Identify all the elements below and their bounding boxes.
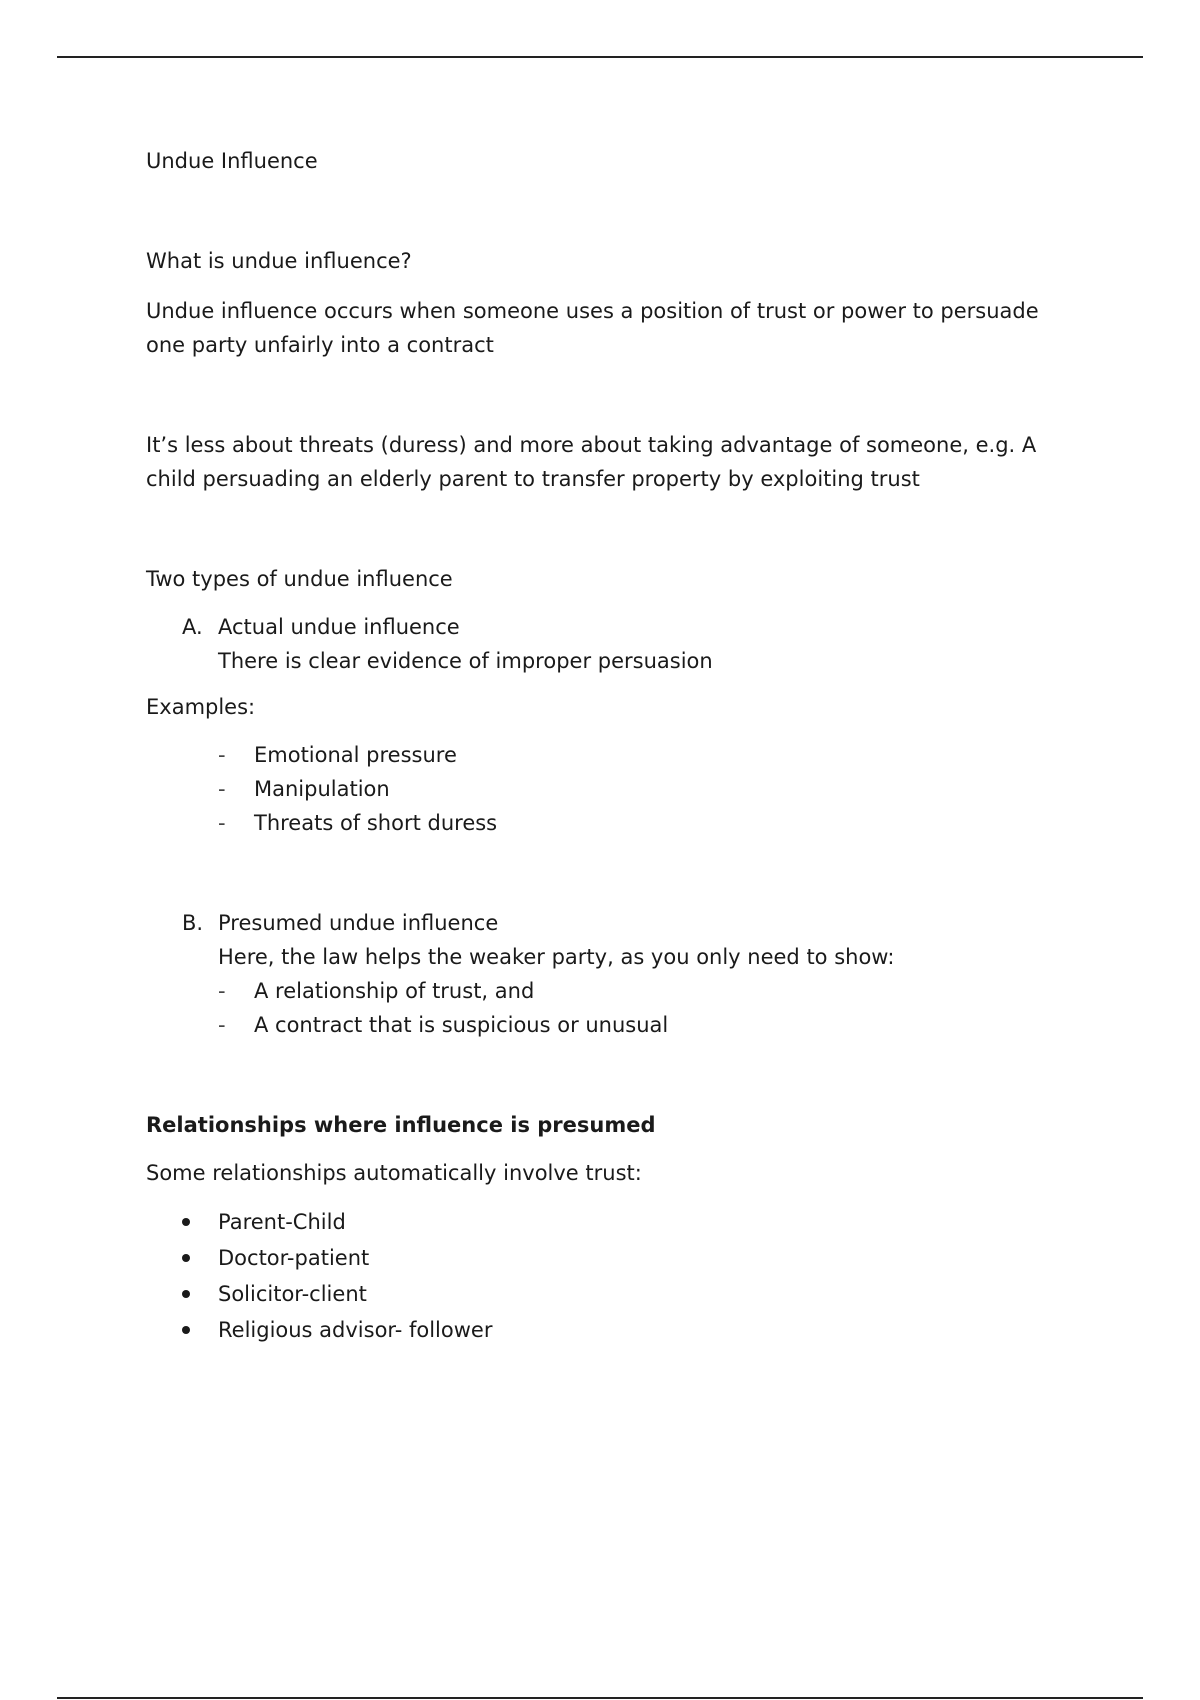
bullet-icon (182, 1254, 190, 1262)
document-title: Undue Influence (146, 149, 318, 173)
type-a-marker: A. (182, 615, 203, 639)
bullet-icon (182, 1290, 190, 1298)
dash-marker: - (218, 1013, 226, 1037)
type-b-item (146, 906, 1046, 1042)
footer-rule (57, 1697, 1143, 1699)
example-text: Threats of short duress (254, 811, 498, 835)
dash-marker: - (218, 743, 226, 767)
type-a-item (146, 610, 1046, 678)
document-body (146, 144, 1046, 1348)
list-item (218, 738, 1046, 772)
types-heading: Two types of undue influence (146, 567, 453, 591)
relationship-text: Religious advisor- follower (218, 1318, 493, 1342)
list-item (218, 806, 1046, 840)
question-heading: What is undue influence? (146, 249, 412, 273)
relationship-text: Doctor-patient (218, 1246, 370, 1270)
list-item (218, 1204, 1046, 1240)
type-a-label: Actual undue influence (218, 615, 460, 639)
list-item (218, 1276, 1046, 1312)
type-b-description: Here, the law helps the weaker party, as you only need to show: (218, 945, 895, 969)
list-item (218, 772, 1046, 806)
example-text: Manipulation (254, 777, 390, 801)
explanation-paragraph: It’s less about threats (duress) and more about taking advantage of someone, e.g. A child persuading an elderly parent to transfer property by exploiting trust (146, 433, 1037, 491)
relationships-list (146, 1204, 1046, 1348)
examples-label: Examples: (146, 695, 256, 719)
type-a-description: There is clear evidence of improper persuasion (218, 649, 713, 673)
relationship-text: Parent-Child (218, 1210, 346, 1234)
relationship-text: Solicitor-client (218, 1282, 367, 1306)
dash-marker: - (218, 979, 226, 1003)
requirements-list (146, 974, 1046, 1042)
list-item (218, 1008, 1046, 1042)
example-text: Emotional pressure (254, 743, 457, 767)
list-item (218, 1240, 1046, 1276)
definition-paragraph: Undue influence occurs when someone uses a position of trust or power to persuade one party unfairly into a contract (146, 299, 1039, 357)
bullet-icon (182, 1326, 190, 1334)
type-b-marker: B. (182, 911, 204, 935)
requirement-text: A contract that is suspicious or unusual (254, 1013, 669, 1037)
list-item (218, 974, 1046, 1008)
dash-marker: - (218, 811, 226, 835)
examples-list (146, 738, 1046, 840)
dash-marker: - (218, 777, 226, 801)
type-b-label: Presumed undue influence (218, 911, 499, 935)
bullet-icon (182, 1218, 190, 1226)
requirement-text: A relationship of trust, and (254, 979, 535, 1003)
header-rule (57, 56, 1143, 58)
relationships-heading: Relationships where influence is presumed (146, 1113, 656, 1137)
relationships-intro: Some relationships automatically involve trust: (146, 1161, 642, 1185)
list-item (218, 1312, 1046, 1348)
